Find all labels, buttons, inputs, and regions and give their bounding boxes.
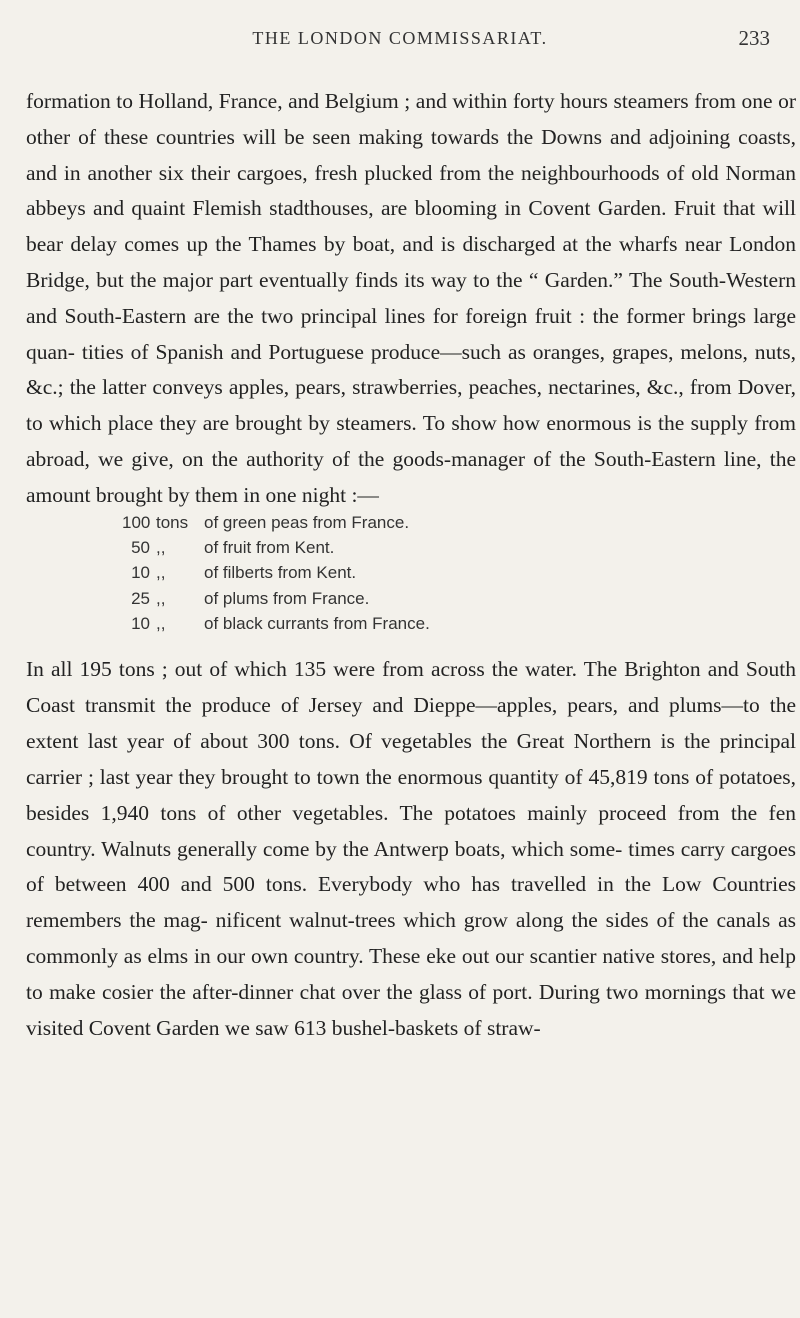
- tonnage-list: [122, 510, 682, 636]
- tonnage-row: [122, 560, 682, 585]
- tonnage-row: [122, 611, 682, 636]
- tonnage-description: of fruit from Kent.: [204, 538, 335, 558]
- tonnage-unit: tons: [156, 513, 189, 532]
- tonnage-description: of filberts from Kent.: [204, 563, 357, 583]
- paragraph-1: [26, 84, 796, 514]
- tonnage-row: [122, 586, 682, 611]
- running-title: THE LONDON COMMISSARIAT.: [252, 28, 548, 48]
- tonnage-description: of black currants from France.: [204, 613, 430, 633]
- tonnage-quantity: 50: [131, 538, 150, 558]
- tonnage-quantity: 100: [122, 513, 151, 532]
- page-number: 233: [738, 26, 770, 50]
- paragraph-2: [26, 652, 796, 1047]
- tonnage-unit: ,,: [156, 563, 166, 583]
- paragraph-1-text: formation to Holland, France, and Belgium ; and within forty hours steamers from one or other of these countries will be seen making towards the Downs and adjoining coasts, and in another six their cargoes, fresh plucked from the neighbourhoods of old Norman abbeys and quaint Flemish stadthouses, are blooming in Covent Garden. Fruit that will bear delay comes up the Thames by boat, and is discharged at the wharfs near London Bridge, but the major part eventually finds its way to the “ Garden.” The South-Western and South-Eastern are the two principal lines for foreign fruit : the former brings large quan- tities of Spanish and Portuguese produce—such as oranges, grapes, melons, nuts, &c.; the latter conveys apples, pears, strawberries, peaches, nectarines, &c., from Dover, to which place they are brought by steamers. To show how enormous is the supply from abroad, we give, on the authority of the goods-manager of the South-Eastern line, the amount brought by them in one night :—: [26, 89, 796, 507]
- tonnage-unit: ,,: [156, 613, 166, 633]
- tonnage-description: of plums from France.: [204, 588, 370, 608]
- tonnage-quantity: 10: [131, 563, 150, 583]
- tonnage-quantity: 10: [131, 613, 150, 633]
- tonnage-description: of green peas from France.: [204, 513, 410, 532]
- tonnage-row: [122, 535, 682, 560]
- running-head: [0, 28, 800, 58]
- tonnage-unit: ,,: [156, 538, 166, 558]
- tonnage-unit: ,,: [156, 588, 166, 608]
- tonnage-quantity: 25: [131, 588, 150, 608]
- paragraph-2-text: In all 195 tons ; out of which 135 were from across the water. The Brighton and South Coast transmit the produce of Jersey and Dieppe—apples, pears, and plums—to the extent last year of about 300 tons. Of vegetables the Great Northern is the principal carrier ; last year they brought to town the enormous quantity of 45,819 tons of potatoes, besides 1,940 tons of other vegetables. The potatoes mainly proceed from the fen country. Walnuts generally come by the Antwerp boats, which some- times carry cargoes of between 400 and 500 tons. Everybody who has travelled in the Low Countries remembers the mag- nificent walnut-trees which grow along the sides of the canals as commonly as elms in our own country. These eke out our scantier native stores, and help to make cosier the after-dinner chat over the glass of port. During two mornings that we visited Covent Garden we saw 613 bushel-baskets of straw-: [26, 657, 796, 1041]
- tonnage-row: [122, 510, 682, 535]
